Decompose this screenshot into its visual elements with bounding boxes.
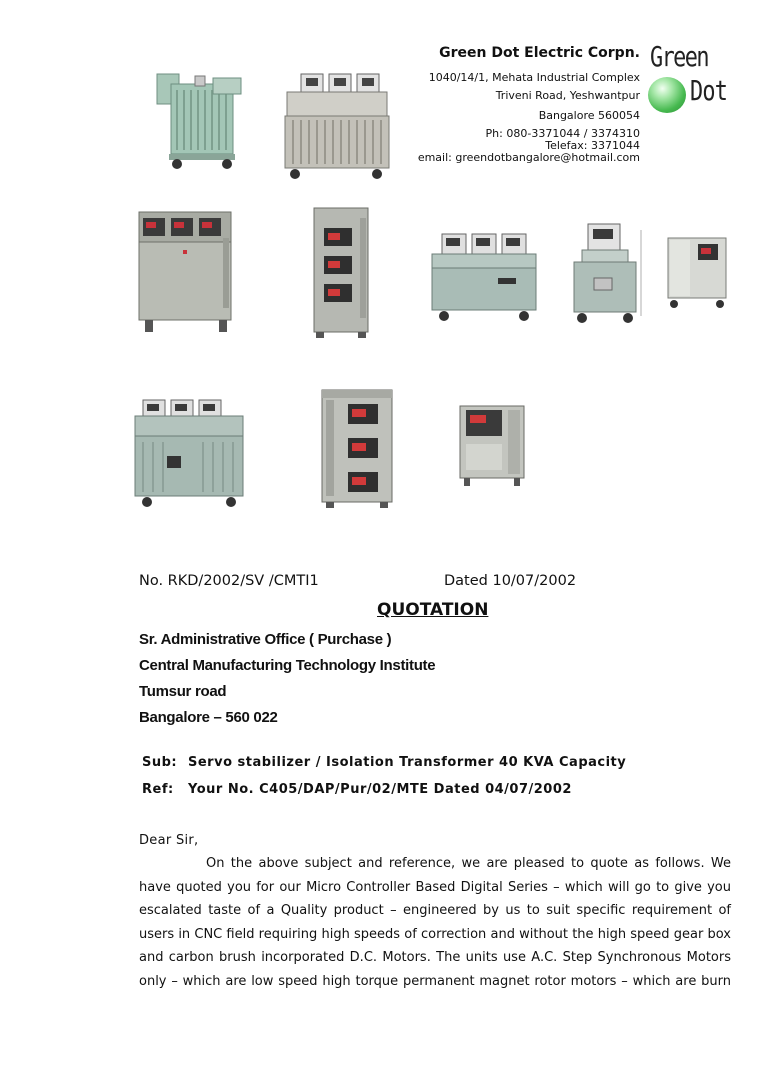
body-paragraph xyxy=(139,852,731,993)
phone-line: Ph: 080-3371044 / 3374310 xyxy=(485,127,640,140)
small-cabinet-stabilizer-photo xyxy=(456,402,528,490)
recipient-line-3: Tumsur road xyxy=(139,683,227,700)
green-dot-logo xyxy=(646,40,756,120)
subject-row xyxy=(142,755,627,770)
address-line-2: Triveni Road, Yeshwantpur xyxy=(495,89,640,102)
three-phase-stabilizer-photo xyxy=(281,70,391,182)
oil-stabilizer-three-meter-photo xyxy=(428,230,540,324)
logo-word-green: Green xyxy=(650,40,708,73)
salutation: Dear Sir, xyxy=(139,833,199,848)
oil-cooled-transformer-photo xyxy=(153,70,248,172)
reference-date: Dated 10/07/2002 xyxy=(444,573,577,589)
body-line: On the above subject and reference, we are pleased to quote as follows. We xyxy=(206,856,731,871)
document-title: QUOTATION xyxy=(377,600,489,620)
recipient-line-4: Bangalore – 560 022 xyxy=(139,709,278,726)
green-ball-icon xyxy=(648,77,686,113)
address-line-3: Bangalore 560054 xyxy=(538,109,640,122)
telefax-line: Telefax: 3371044 xyxy=(545,139,640,152)
logo-word-dot: Dot xyxy=(690,74,728,107)
cabinet-stabilizer-photo-2 xyxy=(318,386,396,512)
body-line: have quoted you for our Micro Controller Based Digital Series – which will go to give you xyxy=(139,879,731,895)
ref-text: Your No. C405/DAP/Pur/02/MTE Dated 04/07/2002 xyxy=(188,782,572,797)
ref-row xyxy=(142,782,572,797)
oil-stabilizer-single-meter-photo xyxy=(568,222,642,326)
subject-text: Servo stabilizer / Isolation Transformer 40 KVA Capacity xyxy=(188,755,627,770)
oil-stabilizer-three-phase-photo-2 xyxy=(131,396,251,510)
tall-cabinet-stabilizer-photo xyxy=(306,204,376,340)
recipient-line-1: Sr. Administrative Office ( Purchase ) xyxy=(139,631,392,648)
company-name: Green Dot Electric Corpn. xyxy=(439,45,640,61)
email-line: email: greendotbangalore@hotmail.com xyxy=(417,151,640,164)
cabinet-stabilizer-photo-1 xyxy=(135,208,237,336)
subject-label: Sub: xyxy=(142,755,178,770)
body-line: and carbon brush incorporated D.C. Motors. The units use A.C. Step Synchronous Motors xyxy=(139,950,731,965)
body-line: only – which are low speed high torque permanent magnet rotor motors – which are burn xyxy=(139,973,731,989)
letterhead xyxy=(418,44,640,164)
recipient-line-2: Central Manufacturing Technology Institute xyxy=(139,657,436,674)
reference-number: No. RKD/2002/SV /CMTI1 xyxy=(139,573,319,589)
ref-label: Ref: xyxy=(142,782,174,797)
body-line: escalated taste of a Quality product – engineered by us to suit specific requirement of xyxy=(139,903,731,918)
compact-stabilizer-photo xyxy=(640,230,732,316)
address-line-1: 1040/14/1, Mehata Industrial Complex xyxy=(428,71,640,84)
body-line: users in CNC field requiring high speeds of correction and without the high speed gear box xyxy=(139,926,731,942)
